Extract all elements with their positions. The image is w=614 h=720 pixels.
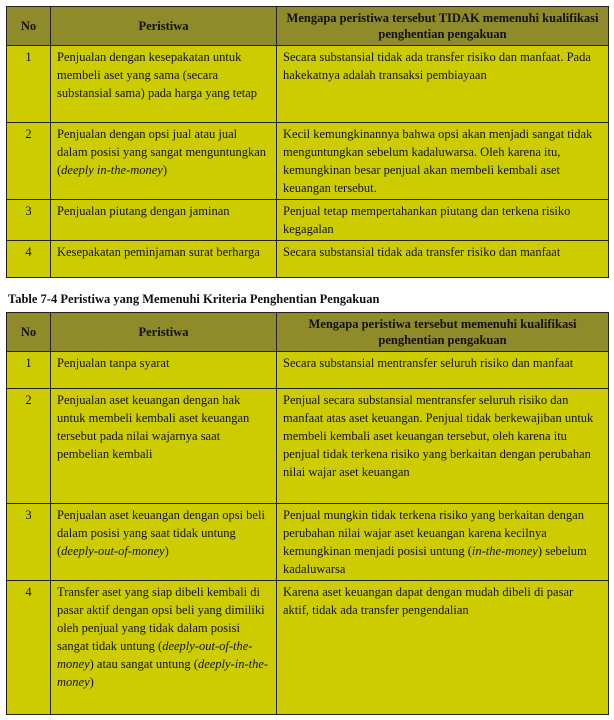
table-derecognition [6, 312, 609, 715]
table-row [7, 581, 609, 715]
header-reason: Mengapa peristiwa tersebut TIDAK memenuhi kualifikasi penghentian pengakuan [277, 7, 609, 46]
row-reason: Secara substansial mentransfer seluruh risiko dan manfaat [277, 352, 609, 389]
table-not-derecognition [6, 6, 609, 278]
table-row [7, 200, 609, 241]
row-number: 2 [7, 123, 51, 200]
row-reason: Karena aset keuangan dapat dengan mudah dibeli di pasar aktif, tidak ada transfer pengendalian [277, 581, 609, 715]
event-text-tail: ) [162, 163, 168, 177]
event-text-mid: ) atau sangat untung ( [89, 657, 198, 671]
row-number: 4 [7, 241, 51, 278]
event-term: deeply-out-of-money [61, 544, 165, 558]
event-text: Penjualan aset keuangan dengan opsi beli dalam posisi yang saat tidak untung ( [57, 508, 265, 558]
row-reason: Penjual tetap mempertahankan piutang dan terkena risiko kegagalan [277, 200, 609, 241]
event-text-tail: ) [164, 544, 169, 558]
table-row [7, 241, 609, 278]
row-event: Penjualan tanpa syarat [51, 352, 277, 389]
row-number: 4 [7, 581, 51, 715]
table-caption: Table 7-4 Peristiwa yang Memenuhi Kriteria Penghentian Pengakuan [8, 292, 380, 306]
row-event: Penjualan dengan kesepakatan untuk membeli aset yang sama (secara substansial sama) pada harga yang tetap [51, 46, 277, 123]
row-event: Penjualan aset keuangan dengan hak untuk membeli kembali aset keuangan tersebut pada nilai wajarnya saat pembelian kembali [51, 389, 277, 504]
row-event: Kesepakatan peminjaman surat berharga [51, 241, 277, 278]
table-row [7, 123, 609, 200]
table-row [7, 46, 609, 123]
table-row [7, 504, 609, 581]
table-row [7, 352, 609, 389]
header-no: No [7, 7, 51, 46]
table-header-row [7, 7, 609, 46]
event-term: deeply-out-of-the-money [57, 639, 253, 671]
row-number: 1 [7, 352, 51, 389]
reason-text: Penjual mungkin tidak terkena risiko yang berkaitan dengan perubahan nilai wajar aset keuangan karena kecilnya kemungkinan menjadi posisi untung ( [283, 508, 584, 558]
row-reason [277, 504, 609, 581]
table-header-row [7, 313, 609, 352]
event-text-tail: ) [89, 675, 94, 689]
row-event: Penjualan piutang dengan jaminan [51, 200, 277, 241]
row-event [51, 123, 277, 200]
event-term: deeply in-the-money [61, 163, 163, 177]
header-event: Peristiwa [51, 7, 277, 46]
row-reason: Secara substansial tidak ada transfer risiko dan manfaat. Pada hakekatnya adalah transaksi pembiayaan [277, 46, 609, 123]
header-event: Peristiwa [51, 313, 277, 352]
row-event [51, 581, 277, 715]
row-reason: Penjual secara substansial mentransfer seluruh risiko dan manfaat atas aset keuangan. Penjual tidak berkewajiban untuk membeli kembali aset keuangan tersebut, oleh karena itu penjual tidak terkena risiko yang berkaitan dengan perubahan nilai wajar aset keuangan [277, 389, 609, 504]
row-reason: Secara substansial tidak ada transfer risiko dan manfaat [277, 241, 609, 278]
row-number: 2 [7, 389, 51, 504]
row-number: 3 [7, 504, 51, 581]
event-text: Penjualan dengan opsi jual atau jual dalam posisi yang sangat menguntungkan ( [57, 127, 266, 177]
header-reason: Mengapa peristiwa tersebut memenuhi kualifikasi penghentian pengakuan [277, 313, 609, 352]
row-number: 1 [7, 46, 51, 123]
row-reason: Kecil kemungkinannya bahwa opsi akan menjadi sangat tidak menguntungkan sebelum kadaluwarsa. Oleh karena itu, kemungkinan besar penjual akan membeli kembali aset keuangan tersebut. [277, 123, 609, 200]
header-no: No [7, 313, 51, 352]
row-event [51, 504, 277, 581]
reason-term: in-the-money [471, 544, 538, 558]
row-number: 3 [7, 200, 51, 241]
event-text: Transfer aset yang siap dibeli kembali di pasar aktif dengan opsi beli yang dimiliki oleh penjual yang tidak dalam posisi sangat tidak untung ( [57, 585, 265, 653]
event-term: deeply-in-the-money [57, 657, 269, 689]
table-row [7, 389, 609, 504]
reason-text-tail: ) sebelum kadaluwarsa [283, 544, 587, 576]
